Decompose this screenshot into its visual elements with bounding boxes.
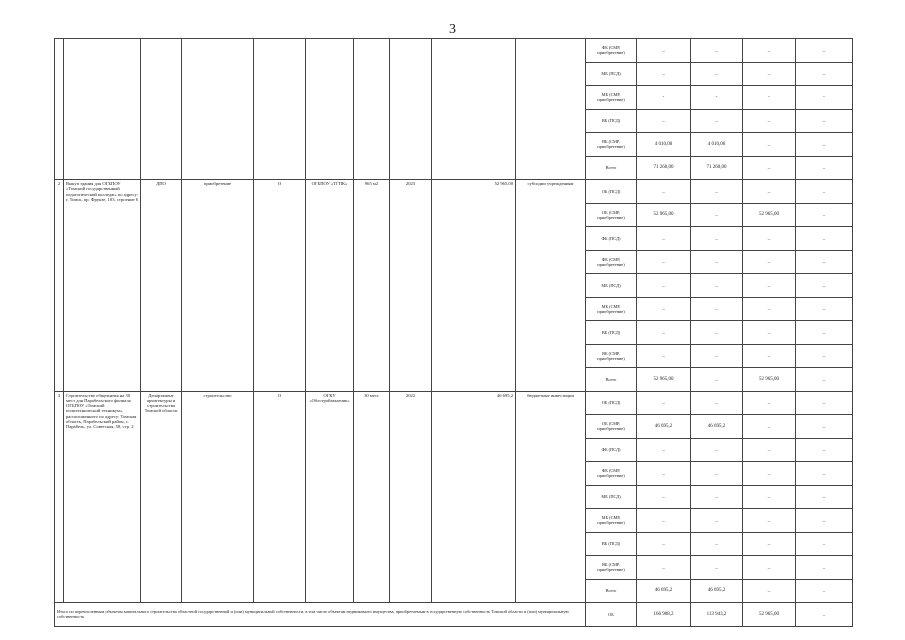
funding-source: МБ (СМР, приобретение) [586, 509, 637, 533]
object-work-type: приобретение [182, 180, 254, 392]
amount-year-2: _ [743, 462, 796, 486]
funding-source: МБ (ПСД) [586, 485, 637, 509]
amount-year-1: _ [691, 321, 743, 345]
amount-year-1: _ [691, 532, 743, 556]
amount-year-3: _ [796, 344, 853, 368]
object-cost: 46 695,2 [432, 391, 516, 603]
object-number: 3 [55, 391, 64, 603]
funding-source: ВБ (ПСД) [586, 321, 637, 345]
amount-total: _ [637, 344, 691, 368]
amount-total: _ [637, 297, 691, 321]
amount-year-2: _ [743, 391, 796, 415]
amount-year-3: _ [796, 415, 853, 439]
empty-cell [390, 39, 432, 180]
funding-source: ВБ (ПСД) [586, 532, 637, 556]
amount-year-3: _ [796, 62, 853, 86]
amount-year-2: _ [743, 297, 796, 321]
object-funding-form: субсидии учреждениям [516, 180, 586, 392]
empty-cell [306, 39, 354, 180]
object-year: 2023 [390, 180, 432, 392]
amount-year-2: _ [743, 156, 796, 180]
amount-year-1: _ [691, 203, 743, 227]
objects-table [54, 38, 853, 627]
object-cost: 52 965,00 [432, 180, 516, 392]
empty-cell [354, 39, 390, 180]
amount-total: _ [637, 321, 691, 345]
page-number: 3 [449, 22, 456, 37]
amount-year-2: _ [743, 415, 796, 439]
amount-year-1: _ [691, 391, 743, 415]
amount-total: _ [637, 485, 691, 509]
amount-year-2: _ [743, 485, 796, 509]
amount-year-3: _ [796, 156, 853, 180]
amount-total: _ [637, 62, 691, 86]
amount-total: _ [637, 462, 691, 486]
funding-source: ФБ (ПСД) [586, 438, 637, 462]
total-amount: 166 908,2 [637, 603, 691, 627]
object-work-type: строительство [182, 391, 254, 603]
funding-source: Всего [586, 156, 637, 180]
amount-year-2: _ [743, 579, 796, 603]
object-year: 2022 [390, 391, 432, 603]
total-year-3: _ [796, 603, 853, 627]
funding-source: ВБ (СМР, приобретение) [586, 344, 637, 368]
object-funding-form: бюджетные инвестиции [516, 391, 586, 603]
amount-total: _ [637, 556, 691, 580]
object-name: Строительство общежития на 30 мест для Парабельского филиала ОГБПОУ «Томский политехнический техникум», расположенного по адресу: Томская область, Парабельский район, с. Парабель, ул. Советская, 58, стр. 2 [64, 391, 141, 603]
amount-year-3: _ [796, 39, 853, 63]
funding-source: ВБ (СМР, приобретение) [586, 556, 637, 580]
table-row [55, 180, 853, 204]
empty-cell [55, 39, 64, 180]
empty-cell [141, 39, 182, 180]
amount-year-1: _ [691, 227, 743, 251]
amount-year-2: 52 965,00 [743, 203, 796, 227]
object-customer: ДПО [141, 180, 182, 392]
amount-year-2: _ [743, 344, 796, 368]
table-row [55, 391, 853, 415]
funding-source: ОБ (СМР, приобретение) [586, 415, 637, 439]
funding-source: ВБ (ПСД) [586, 109, 637, 133]
amount-year-3: _ [796, 227, 853, 251]
funding-source: ОБ (ПСД) [586, 180, 637, 204]
funding-source: ФБ (СМР, приобретение) [586, 250, 637, 274]
amount-year-2: 52 965,00 [743, 368, 796, 392]
total-year-1: 113 943,2 [691, 603, 743, 627]
amount-total: 52 965,00 [637, 368, 691, 392]
object-code: О [254, 180, 306, 392]
amount-year-3: _ [796, 133, 853, 157]
amount-year-2: _ [743, 180, 796, 204]
amount-year-3: _ [796, 203, 853, 227]
empty-cell [254, 39, 306, 180]
object-capacity: 30 мест [354, 391, 390, 603]
amount-year-1: - [691, 86, 743, 110]
amount-year-1: _ [691, 109, 743, 133]
funding-source: ФБ (ПСД) [586, 227, 637, 251]
amount-year-3: _ [796, 180, 853, 204]
amount-total: 4 010,00 [637, 133, 691, 157]
funding-source: ФБ (СМР, приобретение) [586, 462, 637, 486]
funding-source: ФБ (СМР, приобретение) [586, 39, 637, 63]
empty-cell [516, 39, 586, 180]
amount-year-3: _ [796, 391, 853, 415]
amount-year-1: 4 010,00 [691, 133, 743, 157]
amount-year-2: _ [743, 227, 796, 251]
amount-year-1: _ [691, 180, 743, 204]
amount-year-3: _ [796, 368, 853, 392]
amount-total: _ [637, 438, 691, 462]
funding-source: МБ (СМР, приобретение) [586, 297, 637, 321]
amount-total: _ [637, 180, 691, 204]
funding-source: МБ (ПСД) [586, 62, 637, 86]
amount-year-1: _ [691, 62, 743, 86]
amount-year-3: _ [796, 297, 853, 321]
amount-total: 71 260,00 [637, 156, 691, 180]
amount-year-3: _ [796, 109, 853, 133]
amount-year-3: _ [796, 438, 853, 462]
total-row [55, 603, 853, 627]
amount-total: _ [637, 391, 691, 415]
amount-year-3: _ [796, 462, 853, 486]
table-row [55, 39, 853, 63]
empty-cell [432, 39, 516, 180]
amount-total: _ [637, 39, 691, 63]
empty-cell [64, 39, 141, 180]
amount-total: 52 965,00 [637, 203, 691, 227]
amount-total: _ [637, 109, 691, 133]
amount-total: 46 695,2 [637, 579, 691, 603]
amount-total: _ [637, 274, 691, 298]
amount-year-1: 46 695,2 [691, 415, 743, 439]
funding-source: Всего [586, 368, 637, 392]
amount-year-1: _ [691, 462, 743, 486]
amount-year-1: _ [691, 438, 743, 462]
amount-year-1: 46 695,2 [691, 579, 743, 603]
object-capacity: 965 м2 [354, 180, 390, 392]
amount-total: _ [637, 509, 691, 533]
amount-year-1: 71 260,00 [691, 156, 743, 180]
amount-year-1: _ [691, 344, 743, 368]
amount-year-1: _ [691, 556, 743, 580]
amount-year-2: _ [743, 274, 796, 298]
amount-year-3: _ [796, 509, 853, 533]
amount-year-2: _ [743, 39, 796, 63]
amount-total: _ [637, 250, 691, 274]
amount-year-2: _ [743, 250, 796, 274]
amount-year-2: _ [743, 556, 796, 580]
amount-year-2: _ [743, 509, 796, 533]
amount-year-1: _ [691, 368, 743, 392]
amount-year-3: _ [796, 485, 853, 509]
amount-year-2: _ [743, 133, 796, 157]
amount-year-3: _ [796, 556, 853, 580]
amount-year-2: _ [743, 532, 796, 556]
funding-source: МБ (СМР, приобретение) [586, 86, 637, 110]
amount-year-1: _ [691, 274, 743, 298]
amount-year-1: _ [691, 297, 743, 321]
amount-year-3: _ [796, 579, 853, 603]
amount-year-3: _ [796, 274, 853, 298]
object-code: О [254, 391, 306, 603]
amount-year-2: - [743, 86, 796, 110]
amount-year-3: _ [796, 321, 853, 345]
amount-year-2: _ [743, 62, 796, 86]
amount-total: _ [637, 227, 691, 251]
amount-total: 46 695,2 [637, 415, 691, 439]
object-operator: ОГКУ «Облстройзаказчик» [306, 391, 354, 603]
amount-year-3: _ [796, 250, 853, 274]
amount-total: - [637, 86, 691, 110]
amount-year-2: _ [743, 109, 796, 133]
funding-source: ОБ [586, 603, 637, 627]
object-operator: ОГБПОУ «ТГПК» [306, 180, 354, 392]
amount-year-2: _ [743, 438, 796, 462]
object-name: Выкуп здания для ОГБПОУ «Томский государственный педагогический колледж» по адресу: г. Томск, пр. Фрунзе, 103, строение 6 [64, 180, 141, 392]
total-year-2: 52 965,00 [743, 603, 796, 627]
amount-year-1: _ [691, 39, 743, 63]
amount-year-1: _ [691, 250, 743, 274]
amount-year-2: _ [743, 321, 796, 345]
funding-source: ОБ (СМР, приобретение) [586, 203, 637, 227]
funding-source: Всего [586, 579, 637, 603]
empty-cell [182, 39, 254, 180]
funding-source: МБ (ПСД) [586, 274, 637, 298]
amount-total: _ [637, 532, 691, 556]
amount-year-3: _ [796, 532, 853, 556]
total-description: Итого по перечисленным объектам капитального строительства областной государственной и (или) муниципальной собственности, в том числе объектам недвижимого имущества, приобретаемым в государственную собственность Томской области и (или) муниципальную собственность [55, 603, 586, 627]
amount-year-1: _ [691, 509, 743, 533]
funding-source: ОБ (ПСД) [586, 391, 637, 415]
amount-year-3: - [796, 86, 853, 110]
object-customer: Департамент архитектуры и строительства Томской области [141, 391, 182, 603]
funding-source: ВБ (СМР, приобретение) [586, 133, 637, 157]
object-number: 2 [55, 180, 64, 392]
amount-year-1: _ [691, 485, 743, 509]
